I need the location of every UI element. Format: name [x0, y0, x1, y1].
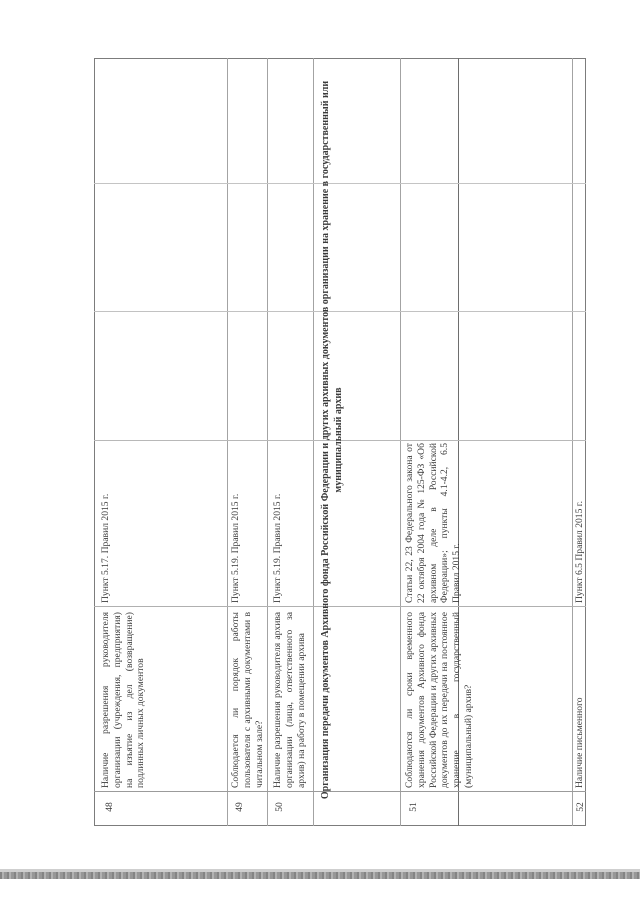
- reference-cell: Статьи 22, 23 Федерального закона от 22 октября 2004 года № 125-ФЗ «Об архивном деле в Российской Федерации»; пункты 4.1-4.2, 6.5 Правил 2015 г.: [404, 443, 463, 603]
- scanned-page-rotated: [94, 58, 586, 826]
- section-heading: Организация передачи документов Архивного фонда Российской Федерации и других архивных документов организации на хранение в государственный или муниципальный архив: [320, 80, 344, 800]
- row-divider: [400, 58, 401, 826]
- row-divider: [267, 58, 268, 826]
- question-cell: Наличие письменного: [574, 697, 585, 788]
- row-divider: [572, 58, 573, 826]
- scan-edge: [0, 872, 640, 879]
- question-cell: Соблюдаются ли сроки временного хранения документов Архивного фонда Российской Федерации и других архивных документов до их передачи на постоянное хранение в государственный (муниципальный) архив?: [404, 612, 474, 788]
- row-number: 52: [575, 802, 586, 812]
- question-cell: Соблюдается ли порядок работы пользователя с архивными документами в читальном зале?: [230, 612, 265, 788]
- row-divider: [313, 58, 314, 826]
- row-number: 50: [274, 802, 285, 812]
- reference-cell: Пункт 6.5 Правил 2015 г.: [574, 500, 585, 603]
- row-divider: [227, 58, 228, 826]
- row-number: 49: [234, 802, 245, 812]
- row-number: 51: [408, 802, 419, 812]
- question-cell: Наличие разрешения руководителя архива организации (лица, ответственного за архив) на работу в помещении архива: [272, 612, 307, 788]
- question-cell: Наличие разрешения руководителя организации (учреждения, предприятия) на изъятие из дел (возвращение) подлинных личных документов: [100, 612, 147, 788]
- reference-cell: Пункт 5.19. Правил 2015 г.: [230, 493, 241, 603]
- row-number: 48: [104, 802, 115, 812]
- reference-cell: Пункт 5.19. Правил 2015 г.: [272, 493, 283, 603]
- reference-cell: Пункт 5.17. Правил 2015 г.: [100, 493, 111, 603]
